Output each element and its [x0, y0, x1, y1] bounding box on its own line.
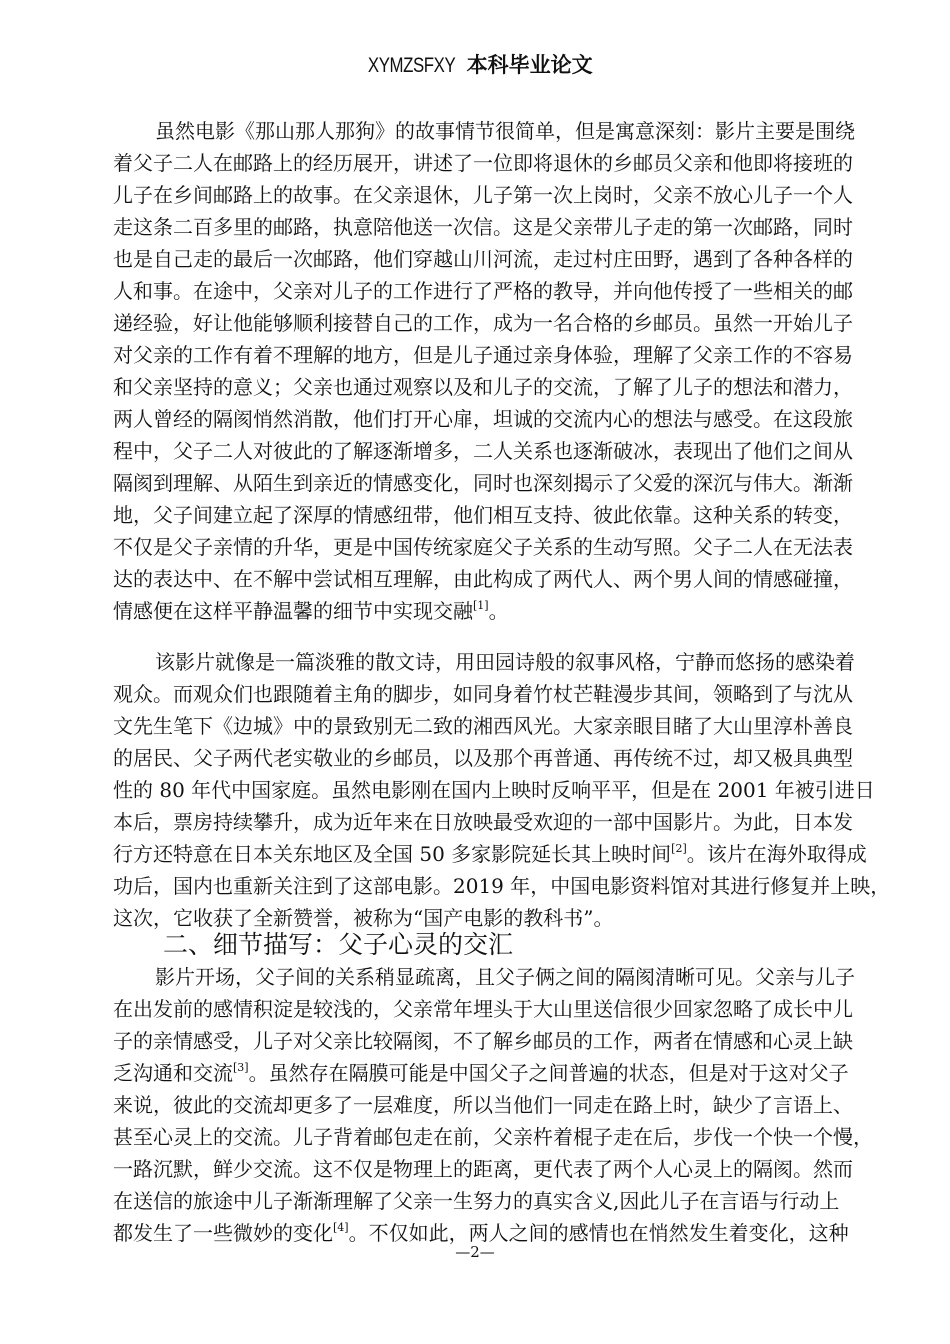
text-line: 乏沟通和交流[3]。虽然存在隔膜可能是中国父子之间普遍的状态，但是对于这对父子: [113, 1061, 849, 1085]
text-line: 和父亲坚持的意义；父亲也通过观察以及和儿子的交流，了解了儿子的想法和潜力，: [113, 375, 853, 399]
citation-ref: [1]: [473, 599, 489, 612]
text-line: 在送信的旅途中儿子渐渐理解了父亲一生努力的真实含义,因此儿子在言语与行动上: [113, 1189, 840, 1213]
document-header: [0, 50, 950, 81]
header-title: 本科毕业论文: [466, 52, 593, 77]
citation-ref: [3]: [233, 1061, 249, 1074]
text-line: 虽然电影《那山那人那狗》的故事情节很简单，但是寓意深刻：影片主要是围绕: [155, 119, 855, 143]
text-line: 达的表达中、在不解中尝试相互理解，由此构成了两代人、两个男人间的情感碰撞，: [113, 567, 853, 591]
text-line: 本后，票房持续攀升，成为近年来在日放映最受欢迎的一部中国影片。为此，日本发: [113, 810, 853, 834]
text-line: 性的 80 年代中国家庭。虽然电影刚在国内上映时反响平平，但是在 2001 年被引进日: [113, 778, 875, 802]
text-line: 甚至心灵上的交流。儿子背着邮包走在前，父亲杵着棍子走在后，步伐一个快一个慢，: [113, 1125, 873, 1149]
section-heading: 二、细节描写：父子心灵的交汇: [163, 930, 514, 959]
text-line: 都发生了一些微妙的变化[4]。不仅如此，两人之间的感情也在悄然发生着变化，这种: [113, 1221, 849, 1245]
text-line: 对父亲的工作有着不理解的地方，但是儿子通过亲身体验，理解了父亲工作的不容易: [113, 343, 853, 367]
text-line: 子的亲情感受，儿子对父亲比较隔阂，不了解乡邮员的工作，两者在情感和心灵上缺: [113, 1029, 853, 1053]
text-line: 在出发前的感情积淀是较浅的，父亲常年埋头于大山里送信很少回家忽略了成长中儿: [113, 997, 853, 1021]
text-line: 递经验，好让他能够顺利接替自己的工作，成为一名合格的乡邮员。虽然一开始儿子: [113, 311, 853, 335]
text-line: 也是自己走的最后一次邮路，他们穿越山川河流，走过村庄田野，遇到了各种各样的: [113, 247, 853, 271]
citation-ref: [2]: [671, 842, 687, 855]
text-line: 走这条二百多里的邮路，执意陪他送一次信。这是父亲带儿子走的第一次邮路，同时: [113, 215, 853, 239]
text-line: 功后，国内也重新关注到了这部电影。2019 年，中国电影资料馆对其进行修复并上映，: [113, 874, 891, 898]
text-line: 人和事。在途中，父亲对儿子的工作进行了严格的教导，并向他传授了一些相关的邮: [113, 279, 853, 303]
text-line: 来说，彼此的交流却更多了一层难度，所以当他们一同走在路上时，缺少了言语上、: [113, 1093, 853, 1117]
text-line: 行方还特意在日本关东地区及全国 50 多家影院延长其上映时间[2]。该片在海外取得成: [113, 842, 867, 866]
page-number: —2—: [455, 1243, 495, 1261]
paragraph-2: [113, 646, 891, 934]
text-line: 两人曾经的隔阂悄然消散，他们打开心扉，坦诚的交流内心的想法与感受。在这段旅: [113, 407, 853, 431]
text-line: 观众。而观众们也跟随着主角的脚步，如同身着竹杖芒鞋漫步其间，领略到了与沈从: [113, 682, 853, 706]
text-line: 隔阂到理解、从陌生到亲近的情感变化，同时也深刻揭示了父爱的深沉与伟大。渐渐: [113, 471, 853, 495]
header-latin: XYMZSFXY: [368, 54, 456, 77]
text-line: 一路沉默，鲜少交流。这不仅是物理上的距离，更代表了两个人心灵上的隔阂。然而: [113, 1157, 853, 1181]
text-line: 儿子在乡间邮路上的故事。在父亲退休，儿子第一次上岗时，父亲不放心儿子一个人: [113, 183, 853, 207]
text-line: 该影片就像是一篇淡雅的散文诗，用田园诗般的叙事风格，宁静而悠扬的感染着: [155, 650, 855, 674]
text-line: 不仅是父子亲情的升华，更是中国传统家庭父子关系的生动写照。父子二人在无法表: [113, 535, 853, 559]
text-line: 情感便在这样平静温馨的细节中实现交融[1]。: [113, 599, 509, 623]
citation-ref: [4]: [333, 1221, 349, 1234]
text-line: 着父子二人在邮路上的经历展开，讲述了一位即将退休的乡邮员父亲和他即将接班的: [113, 151, 853, 175]
text-line: 这次，它收获了全新赞誉，被称为“国产电影的教科书”。: [113, 906, 614, 930]
text-line: 影片开场，父子间的关系稍显疏离，且父子俩之间的隔阂清晰可见。父亲与儿子: [155, 965, 855, 989]
paragraph-1: [113, 115, 855, 627]
text-line: 程中，父子二人对彼此的了解逐渐增多，二人关系也逐渐破冰，表现出了他们之间从: [113, 439, 853, 463]
paragraph-3: [113, 961, 873, 1249]
text-line: 的居民、父子两代老实敬业的乡邮员，以及那个再普通、再传统不过，却又极具典型: [113, 746, 853, 770]
text-line: 文先生笔下《边城》中的景致别无二致的湘西风光。大家亲眼目睹了大山里淳朴善良: [113, 714, 853, 738]
text-line: 地，父子间建立起了深厚的情感纽带，他们相互支持、彼此依靠。这种关系的转变，: [113, 503, 853, 527]
